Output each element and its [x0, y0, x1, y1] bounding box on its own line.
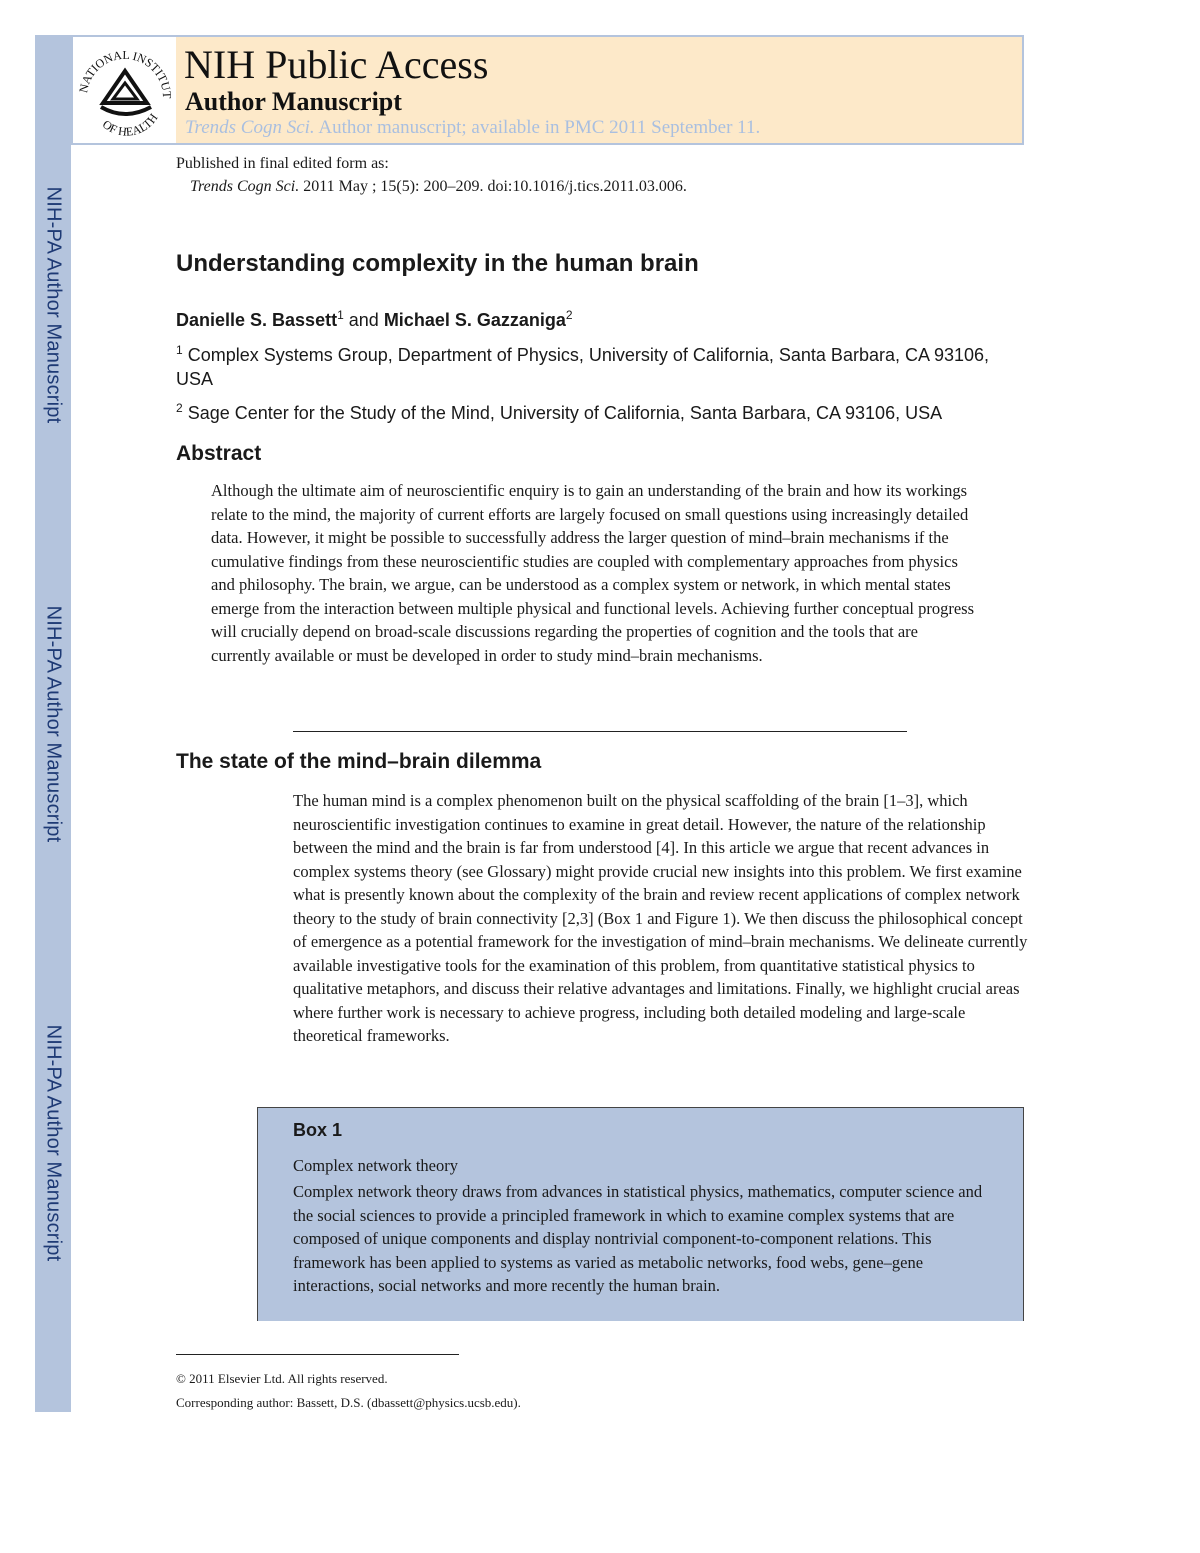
- nih-logo: [73, 37, 176, 143]
- header-title-area: [176, 37, 1022, 143]
- affiliation-2: $^2$ Sage Center for the Study of the Mind, University of California, Santa Barbara, CA 93106, USA: [176, 401, 943, 423]
- box-title: Box 1: [293, 1120, 343, 1140]
- abstract-heading: Abstract: [176, 442, 262, 465]
- abstract-text: Although the ultimate aim of neuroscientific enquiry is to gain an understanding of the brain and how its workings relate to the mind, the majority of current efforts are largely focused on small questions using increasingly detailed data. However, it might be possible to successfully address the larger question of mind–brain mechanisms if the cumulative findings from these neuroscientific studies are coupled with complementary approaches from physics and philosophy. The brain, we argue, can be understood as a complex system or network, in which mental states emerge from the interaction between multiple physical and functional levels. Achieving further conceptual progress will crucially depend on broad-scale discussions regarding the properties of cognition and the tools that are currently available or must be developed in order to study mind–brain mechanisms.: [211, 481, 975, 665]
- sidebar-label: NIH-PA Author Manuscript: [42, 1024, 65, 1262]
- svg-text:NATIONAL INSTITUTES: NATIONAL INSTITUT: [76, 47, 175, 99]
- header-citation: Trends Cogn Sci. Author manuscript; available in PMC 2011 September 11.: [185, 117, 761, 138]
- corresponding-author: Corresponding author: Bassett, D.S. (dbassett@physics.ucsb.edu).: [176, 1395, 521, 1410]
- affiliation-1: $^1$ Complex Systems Group, Department of Physics, University of California, Santa Barbara, CA 93106, USA: [176, 343, 990, 389]
- divider: [293, 731, 907, 732]
- publication-info: [176, 152, 687, 198]
- article-title: Understanding complexity in the human brain: [176, 250, 699, 277]
- box-text: Complex network theory draws from advances in statistical physics, mathematics, computer science and the social sciences to provide a principled framework in which to examine complex systems that are composed of unique components and display nontrivial component-to-component relations. This framework has been applied to systems as varied as metabolic networks, food webs, gene–gene interactions, social networks and more recently the human brain.: [293, 1182, 983, 1295]
- copyright: © 2011 Elsevier Ltd. All rights reserved.: [176, 1371, 388, 1386]
- publication-label: Published in final edited form as:: [176, 155, 389, 172]
- header-subtitle: Author Manuscript: [185, 87, 402, 116]
- section-heading: The state of the mind–brain dilemma: [176, 750, 542, 773]
- footnote-divider: [176, 1354, 459, 1355]
- section-text: The human mind is a complex phenomenon built on the physical scaffolding of the brain [1–3], which neuroscientific investigation continues to examine in great detail. However, the nature of the relationship between the mind and the brain is far from understood [4]. In this article we argue that recent advances in complex systems theory (see Glossary) might provide crucial new insights into this problem. We first examine what is presently known about the complexity of the brain and review recent applications of complex network theory to the study of brain connectivity [2,3] (Box 1 and Figure 1). We then discuss the philosophical concept of emergence as a potential framework for the investigation of mind–brain mechanisms. We delineate currently available investigative tools for the examination of this problem, from quantitative statistical physics to qualitative metaphors, and discuss their relative advantages and limitations. Finally, we highlight crucial areas where further work is necessary to achieve progress, including both detailed modeling and large-scale theoretical frameworks.: [293, 791, 1028, 1045]
- box-subtitle: Complex network theory: [293, 1156, 458, 1175]
- publication-citation: Trends Cogn Sci. 2011 May ; 15(5): 200–209. doi:10.1016/j.tics.2011.03.006.: [190, 178, 687, 195]
- box-1: [257, 1107, 1024, 1321]
- sidebar-label: NIH-PA Author Manuscript: [42, 186, 65, 424]
- svg-text:OF HEALTH: OF HEALTH: [99, 110, 161, 139]
- sidebar-label: NIH-PA Author Manuscript: [42, 605, 65, 843]
- header-title: NIH Public Access: [184, 42, 489, 87]
- authors: Danielle S. Bassett$^1$ and Michael S. Gazzaniga$^2$: [176, 308, 573, 330]
- header: [71, 35, 1024, 145]
- nih-seal-icon: [73, 37, 176, 143]
